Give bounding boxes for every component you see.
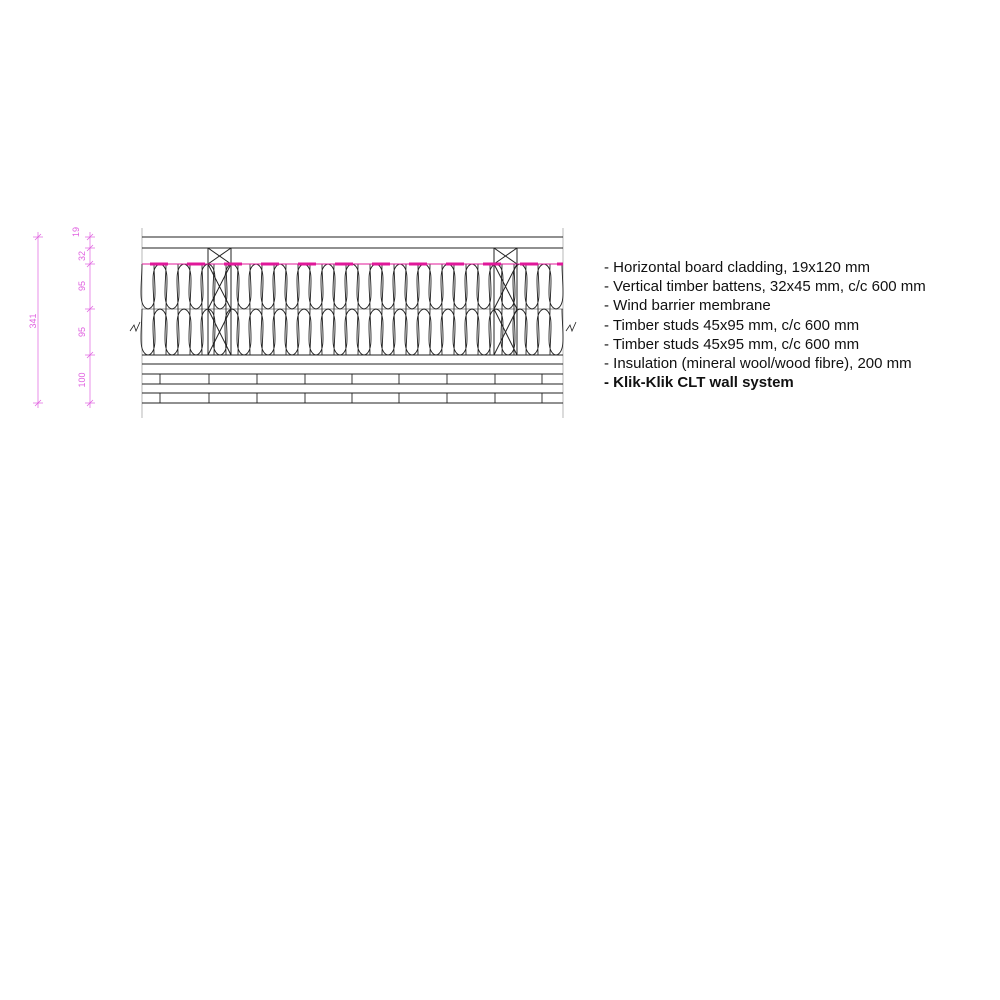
clt-wall-layers	[142, 364, 563, 403]
dim-label-battens: 32	[77, 250, 87, 262]
legend-item-battens: - Vertical timber battens, 32x45 mm, c/c 600 mm	[604, 278, 926, 296]
legend-item-studs-inner: - Timber studs 45x95 mm, c/c 600 mm	[604, 335, 860, 353]
legend-item-insulation: - Insulation (mineral wool/wood fibre), 200 mm	[604, 355, 912, 373]
legend-item-cladding: - Horizontal board cladding, 19x120 mm	[604, 259, 870, 276]
break-mark-left	[130, 322, 140, 331]
batten-left	[208, 248, 231, 264]
legend-item-clt-wall: - Klik-Klik CLT wall system	[604, 374, 794, 392]
dim-total-label: 341	[28, 313, 38, 329]
stud-left	[208, 264, 231, 355]
wall-section	[130, 228, 576, 418]
insulation-layer-outer	[141, 264, 563, 309]
dim-label-clt: 100	[77, 372, 87, 388]
batten-right	[494, 248, 517, 264]
insulation-pattern	[141, 309, 563, 355]
board-cladding	[142, 237, 563, 248]
legend-item-studs-outer: - Timber studs 45x95 mm, c/c 600 mm	[604, 316, 860, 334]
dim-label-cladding: 19	[71, 226, 81, 238]
legend-item-wind-barrier: - Wind barrier membrane	[604, 297, 771, 315]
dimension-labels	[28, 227, 87, 388]
insulation-pattern	[141, 264, 563, 309]
insulation-layer-inner	[141, 309, 563, 355]
break-mark-right	[566, 322, 576, 331]
layer-legend	[604, 258, 926, 392]
dim-label-studs-outer: 95	[77, 280, 87, 292]
dim-label-studs-inner: 95	[77, 326, 87, 338]
